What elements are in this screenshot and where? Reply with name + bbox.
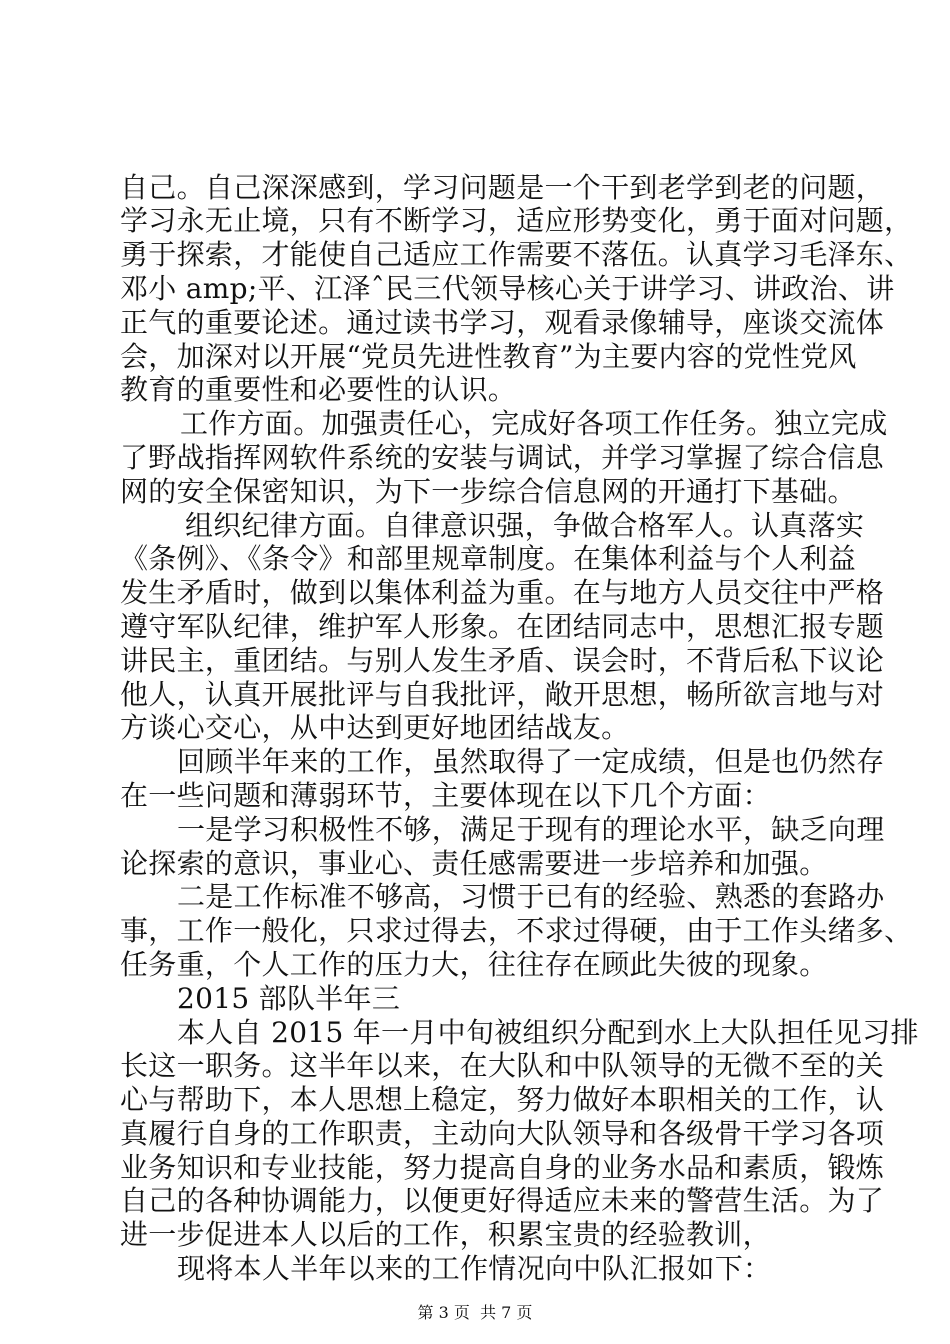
text-line: 他人，认真开展批评与自我批评，敞开思想，畅所欲言地与对 [120,678,885,711]
text-line: 本人自 2015 年一月中旬被组织分配到水上大队担任见习排 [177,1016,919,1049]
text-line: 在一些问题和薄弱环节，主要体现在以下几个方面： [120,779,771,812]
text-line: 长这一职务。这半年以来，在大队和中队领导的无微不至的关 [120,1049,885,1082]
text-line: 二是工作标准不够高，习惯于已有的经验、熟悉的套路办 [177,880,885,913]
text-line: 组织纪律方面。自律意识强，争做合格军人。认真落实 [185,509,865,542]
text-line: 教育的重要性和必要性的认识。 [120,373,517,406]
text-line: 事，工作一般化，只求过得去，不求过得硬，由于工作头绪多、 [120,914,913,947]
text-line: 论探索的意识，事业心、责任感需要进一步培养和加强。 [120,847,828,880]
text-line: 了野战指挥网软件系统的安装与调试，并学习掌握了综合信息 [120,441,885,474]
text-line: 《条例》、《条令》和部里规章制度。在集体利益与个人利益 [120,542,857,575]
text-line: 进一步促进本人以后的工作，积累宝贵的经验教训， [120,1218,771,1251]
text-line: 回顾半年来的工作，虽然取得了一定成绩，但是也仍然存 [177,745,885,778]
text-line: 正气的重要论述。通过读书学习，观看录像辅导，座谈交流体 [120,306,885,339]
text-line: 现将本人半年以来的工作情况向中队汇报如下： [177,1252,772,1285]
text-line: 方谈心交心，从中达到更好地团结战友。 [120,711,630,744]
text-line: 邓小 amp;平、江泽ˆ民三代领导核心关于讲学习、讲政治、讲 [120,272,895,305]
text-line: 工作方面。加强责任心，完成好各项工作任务。独立完成 [180,407,888,440]
text-line: 会，加深对以开展“党员先进性教育”为主要内容的党性党风 [120,340,857,373]
text-line: 自己。自己深深感到，学习问题是一个干到老学到老的问题， [120,171,885,204]
text-line: 发生矛盾时，做到以集体利益为重。在与地方人员交往中严格 [120,576,885,609]
text-line: 讲民主，重团结。与别人发生矛盾、误会时，不背后私下议论 [120,644,885,677]
text-line: 网的安全保密知识，为下一步综合信息网的开通打下基础。 [120,475,856,508]
section-heading: 2015 部队半年三 [177,982,401,1015]
text-line: 一是学习积极性不够，满足于现有的理论水平，缺乏向理 [177,813,885,846]
text-line: 遵守军队纪律，维护军人形象。在团结同志中，思想汇报专题 [120,610,885,643]
text-line: 任务重，个人工作的压力大，往往存在顾此失彼的现象。 [120,948,828,981]
text-line: 心与帮助下，本人思想上稳定，努力做好本职相关的工作，认 [120,1083,885,1116]
page-number-footer: 第 3 页 共 7 页 [417,1303,533,1322]
text-line: 勇于探索，才能使自己适应工作需要不落伍。认真学习毛泽东、 [120,238,913,271]
text-line: 学习永无止境，只有不断学习，适应形势变化，勇于面对问题， [120,204,913,237]
text-line: 真履行自身的工作职责，主动向大队领导和各级骨干学习各项 [120,1117,885,1150]
text-line: 自己的各种协调能力，以便更好得适应未来的警营生活。为了 [120,1184,885,1217]
text-line: 业务知识和专业技能，努力提高自身的业务水品和素质，锻炼 [120,1151,885,1184]
